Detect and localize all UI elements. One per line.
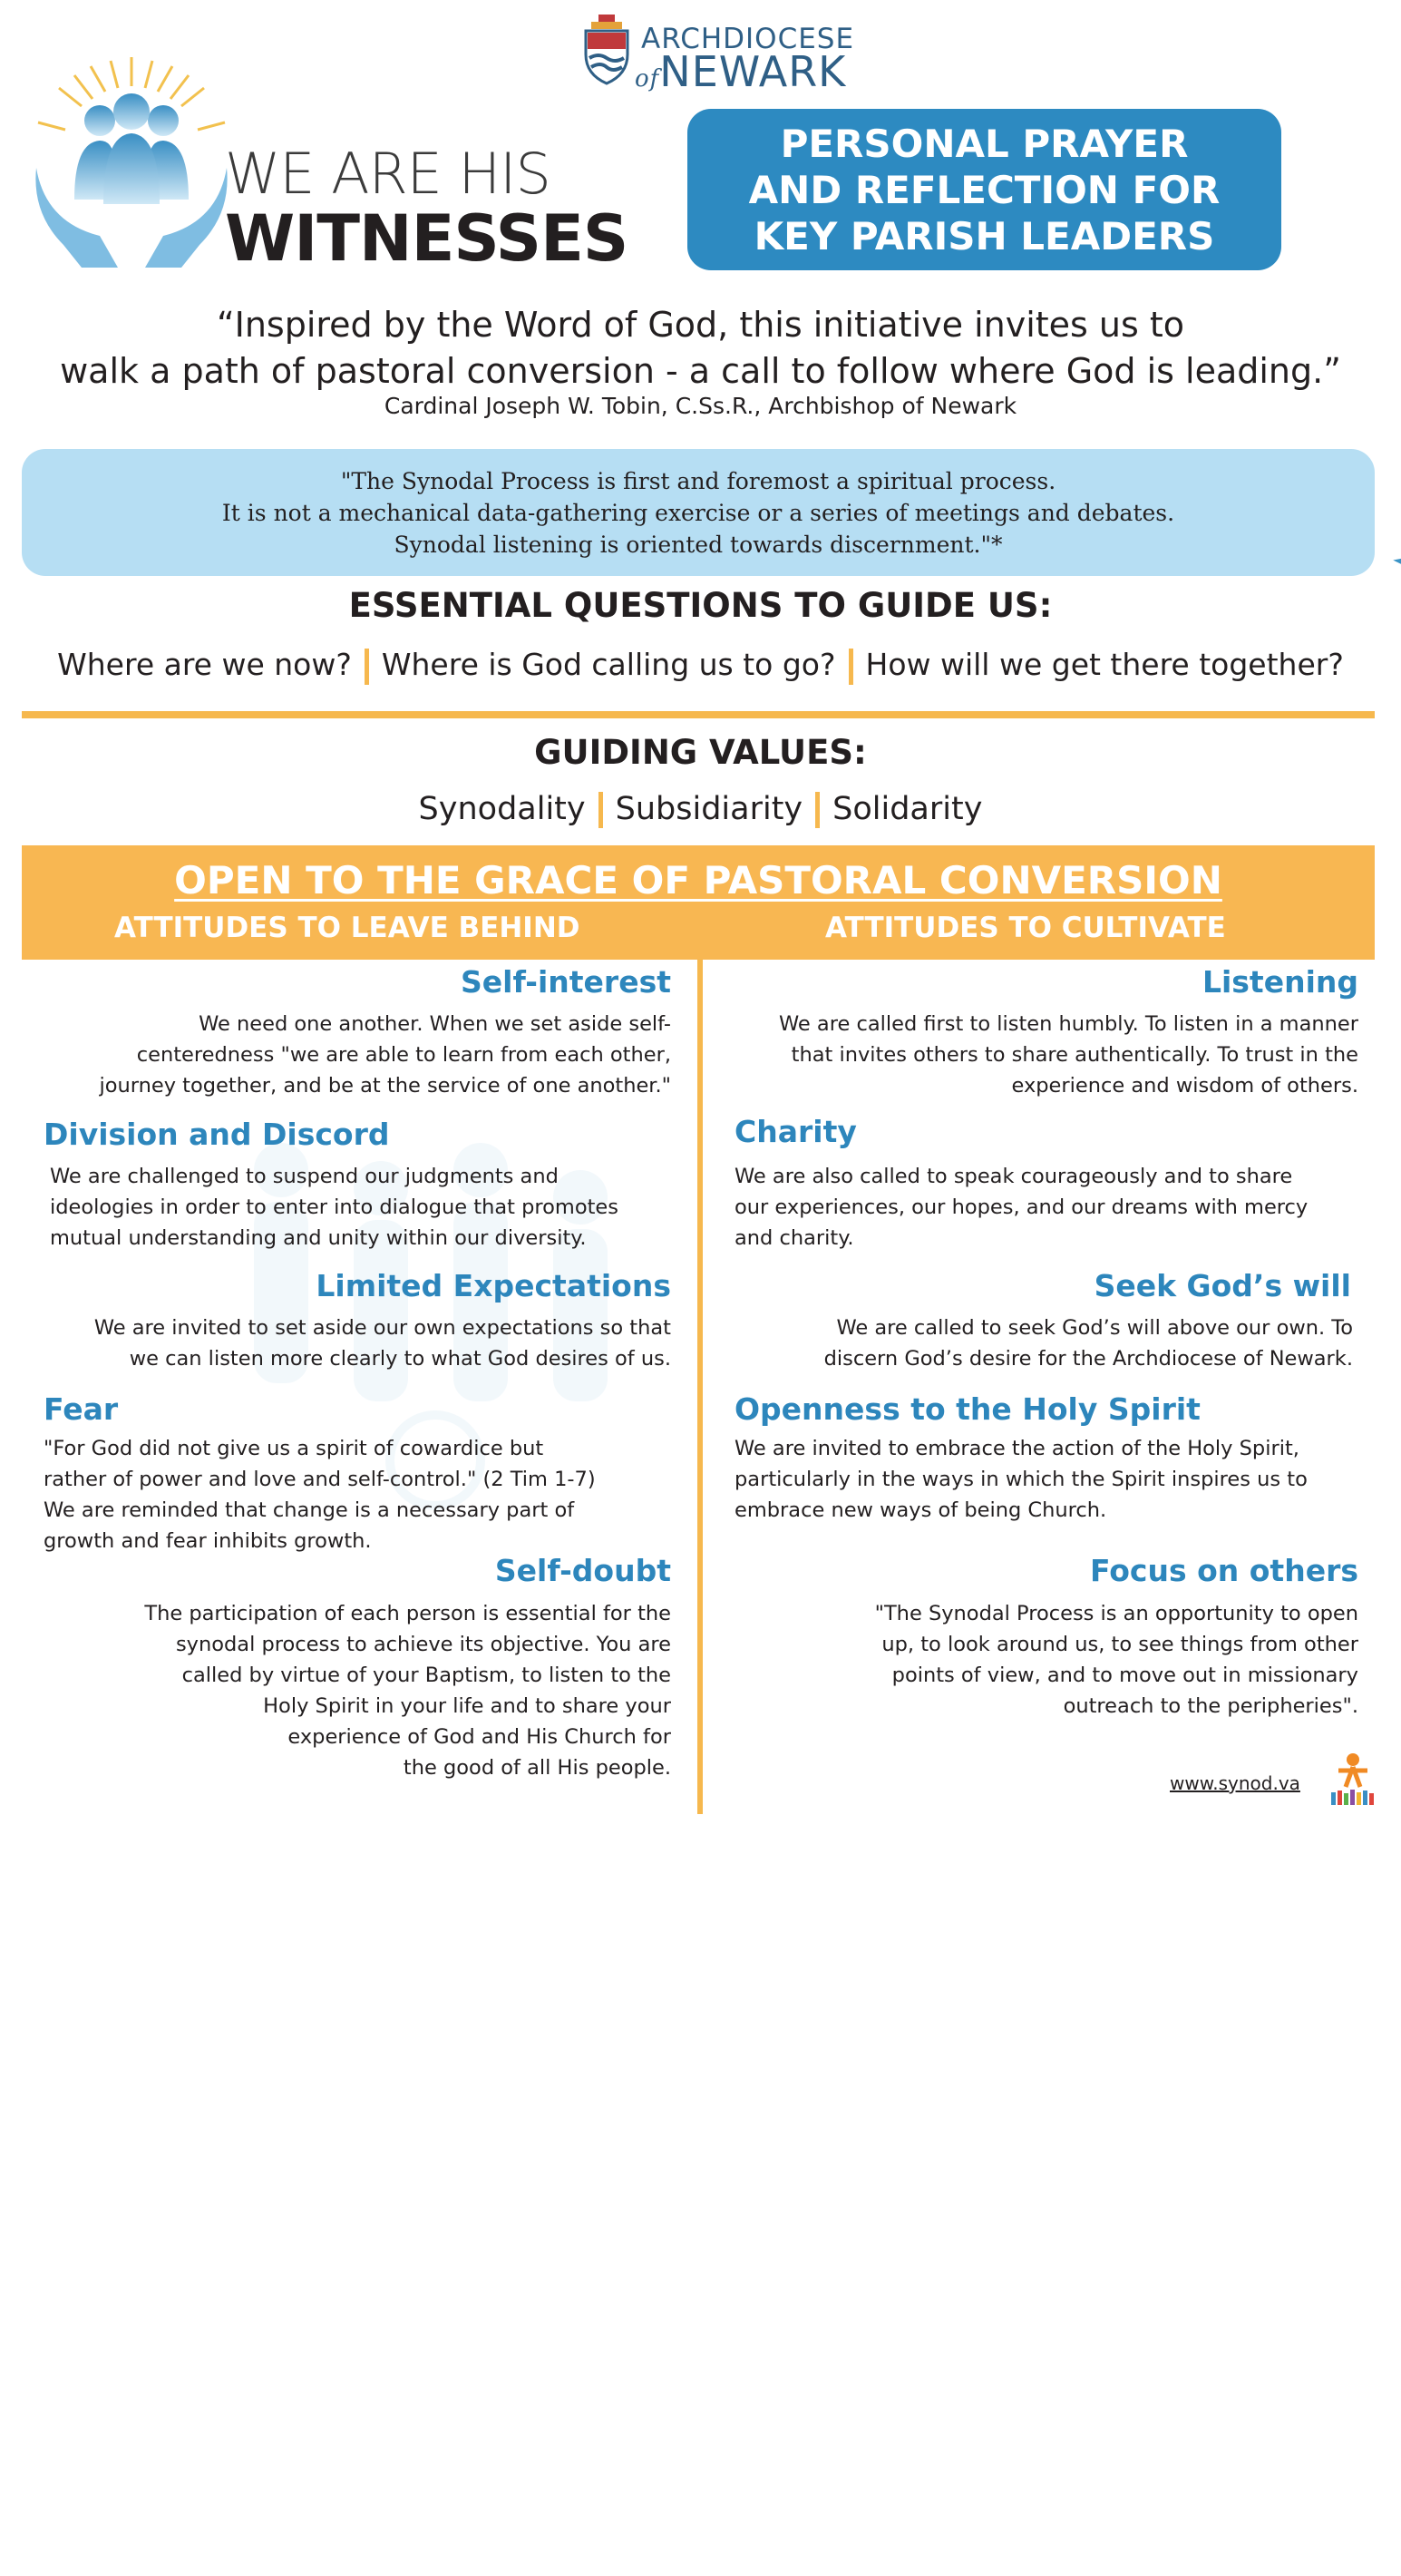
question-item: Where is God calling us to go? xyxy=(381,647,836,682)
right-item-text-openness xyxy=(735,1433,1369,1526)
value-item: Subsidiarity xyxy=(615,791,803,827)
archdiocese-newark: NEWARK xyxy=(659,47,847,96)
left-item-text-division xyxy=(50,1161,685,1254)
text-line: discern God’s desire for the Archdiocese of Newark. xyxy=(823,1347,1353,1371)
text-line: points of view, and to move out in missionary xyxy=(891,1664,1358,1687)
cardinal-quote xyxy=(0,302,1401,395)
question-item: How will we get there together? xyxy=(865,647,1344,682)
synod-logo-icon xyxy=(1326,1751,1380,1807)
text-line: "The Synodal Process is an opportunity to open xyxy=(874,1602,1358,1625)
left-item-text-self-doubt xyxy=(36,1598,671,1783)
text-line: We are also called to speak courageously and to share xyxy=(735,1165,1293,1188)
right-item-text-charity xyxy=(735,1161,1369,1254)
left-item-text-self-interest xyxy=(36,1009,671,1101)
essential-questions-row xyxy=(0,647,1401,685)
archdiocese-crest-icon xyxy=(580,13,633,85)
right-item-title-openness: Openness to the Holy Spirit xyxy=(735,1391,1201,1427)
right-item-title-listening: Listening xyxy=(1202,964,1358,1000)
text-line: embrace new ways of being Church. xyxy=(735,1498,1107,1522)
text-line: growth and fear inhibits growth. xyxy=(44,1529,372,1553)
text-line: our experiences, our hopes, and our dreams with mercy xyxy=(735,1195,1309,1219)
text-line: up, to look around us, to see things from other xyxy=(881,1633,1358,1656)
right-item-title-charity: Charity xyxy=(735,1114,857,1149)
text-line: journey together, and be at the service of one another." xyxy=(99,1074,671,1098)
synod-quote-box xyxy=(22,449,1375,576)
text-line: We are called first to listen humbly. To listen in a manner xyxy=(778,1012,1358,1036)
title-box xyxy=(687,109,1281,270)
witnesses-logo-icon xyxy=(27,50,236,277)
right-item-text-focus-on-others xyxy=(716,1598,1358,1722)
question-item: Where are we now? xyxy=(57,647,352,682)
text-line: called by virtue of your Baptism, to listen to the xyxy=(181,1664,671,1687)
text-line: We are invited to set aside our own expectations so that xyxy=(93,1316,671,1340)
synod-website-link[interactable]: www.synod.va xyxy=(1170,1772,1300,1794)
essential-questions-heading: ESSENTIAL QUESTIONS TO GUIDE US: xyxy=(348,586,1053,625)
left-item-text-limited-expectations xyxy=(36,1312,671,1374)
conversion-title: OPEN TO THE GRACE OF PASTORAL CONVERSION xyxy=(174,858,1222,903)
right-item-title-focus-on-others: Focus on others xyxy=(1090,1553,1358,1588)
archdiocese-of: of xyxy=(635,65,660,93)
guiding-values-row xyxy=(0,791,1401,828)
right-item-text-listening xyxy=(716,1009,1358,1101)
text-line: We are called to seek God’s will above our own. To xyxy=(836,1316,1353,1340)
text-line: We are challenged to suspend our judgments and xyxy=(50,1165,559,1188)
archdiocese-name-line1: ARCHDIOCESE xyxy=(641,23,855,55)
text-line: We are reminded that change is a necessary part of xyxy=(44,1498,575,1522)
text-line: mutual understanding and unity within our diversity. xyxy=(50,1226,587,1250)
text-line: we can listen more clearly to what God desires of us. xyxy=(129,1347,671,1371)
text-line: We need one another. When we set aside self- xyxy=(199,1012,671,1036)
right-item-title-seek-gods-will: Seek God’s will xyxy=(1094,1268,1351,1303)
left-column-heading: ATTITUDES TO LEAVE BEHIND xyxy=(114,912,580,944)
left-item-text-fear xyxy=(44,1433,678,1556)
text-line: Holy Spirit in your life and to share your xyxy=(263,1694,671,1718)
logo-text-line1: WE ARE HIS xyxy=(225,141,550,207)
right-item-text-seek-gods-will xyxy=(716,1312,1353,1374)
text-line: ideologies in order to enter into dialogue that promotes xyxy=(50,1195,618,1219)
text-line: the good of all His people. xyxy=(403,1756,671,1780)
separator xyxy=(849,649,853,685)
title-line: KEY PARISH LEADERS xyxy=(754,213,1215,259)
left-item-title-self-interest: Self-interest xyxy=(461,964,671,1000)
quote-line: walk a path of pastoral conversion - a call to follow where God is leading.” xyxy=(60,351,1341,391)
text-line: particularly in the ways in which the Spirit inspires us to xyxy=(735,1468,1308,1491)
text-line: centeredness "we are able to learn from each other, xyxy=(136,1043,671,1067)
text-line: synodal process to achieve its objective. You are xyxy=(175,1633,671,1656)
quote-line: “Inspired by the Word of God, this initiative invites us to xyxy=(216,305,1185,345)
guiding-values-heading: GUIDING VALUES: xyxy=(534,733,867,772)
text-line: and charity. xyxy=(735,1226,854,1250)
separator xyxy=(815,792,820,828)
synod-quote-line: It is not a mechanical data-gathering exercise or a series of meetings and debates. xyxy=(221,499,1175,526)
separator xyxy=(598,792,603,828)
text-line: rather of power and love and self-control." (2 Tim 1-7) xyxy=(44,1468,596,1491)
left-item-title-limited-expectations: Limited Expectations xyxy=(316,1268,671,1303)
right-column-heading: ATTITUDES TO CULTIVATE xyxy=(825,912,1226,944)
text-line: experience and wisdom of others. xyxy=(1011,1074,1358,1098)
title-line: PERSONAL PRAYER xyxy=(780,121,1189,166)
text-line: experience of God and His Church for xyxy=(287,1725,671,1749)
title-line: AND REFLECTION FOR xyxy=(748,167,1221,212)
column-divider xyxy=(697,960,703,1814)
text-line: We are invited to embrace the action of the Holy Spirit, xyxy=(735,1437,1299,1460)
left-item-title-self-doubt: Self-doubt xyxy=(494,1553,671,1588)
quote-attribution: Cardinal Joseph W. Tobin, C.Ss.R., Archbishop of Newark xyxy=(384,393,1017,419)
horizontal-rule xyxy=(22,711,1375,718)
archdiocese-name-line2 xyxy=(635,47,847,96)
left-item-title-division: Division and Discord xyxy=(44,1117,390,1152)
separator xyxy=(365,649,369,685)
text-line: "For God did not give us a spirit of cowardice but xyxy=(44,1437,544,1460)
text-line: that invites others to share authentically. To trust in the xyxy=(791,1043,1358,1067)
text-line: outreach to the peripheries". xyxy=(1063,1694,1358,1718)
synod-quote-line: "The Synodal Process is first and foremost a spiritual process. xyxy=(340,467,1056,494)
logo-text-line2: WITNESSES xyxy=(225,201,628,276)
left-item-title-fear: Fear xyxy=(44,1391,119,1427)
synod-quote-line: Synodal listening is oriented towards discernment."* xyxy=(394,531,1003,558)
text-line: The participation of each person is essential for the xyxy=(144,1602,671,1625)
value-item: Solidarity xyxy=(832,791,983,827)
value-item: Synodality xyxy=(418,791,586,827)
